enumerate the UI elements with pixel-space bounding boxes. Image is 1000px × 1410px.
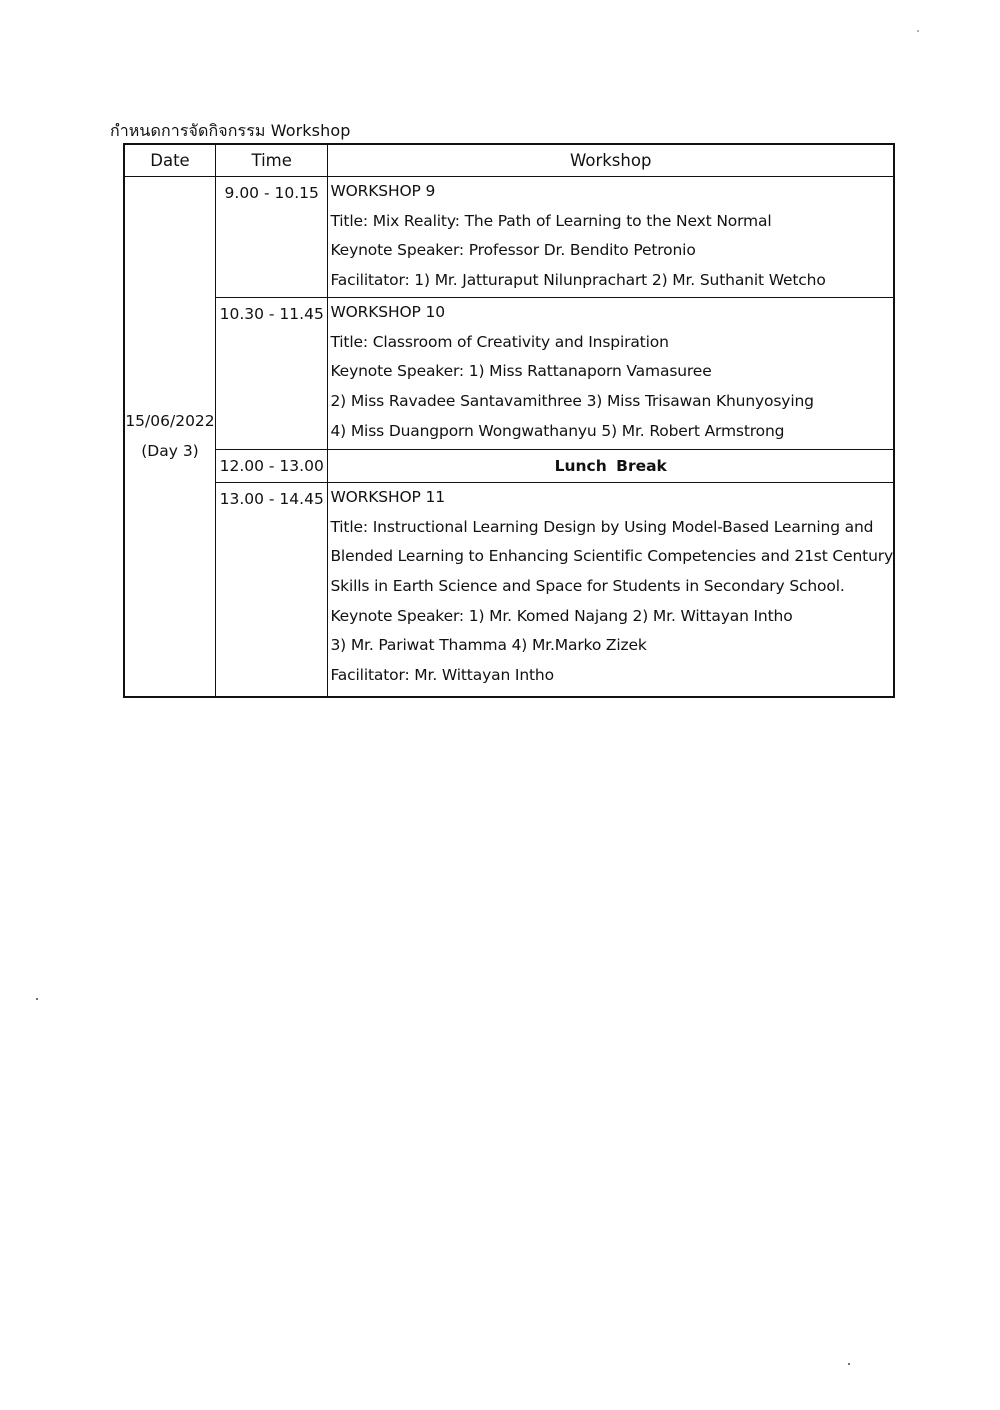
workshop-column-header: Workshop: [328, 144, 894, 177]
workshop-title: WORKSHOP 10: [330, 303, 445, 321]
table-row: [124, 450, 894, 483]
time-cell: 12.00 - 13.00: [215, 450, 327, 483]
workshop-title: WORKSHOP 9: [330, 182, 436, 200]
date-value: 15/06/2022: [125, 412, 215, 431]
lunch-break-label: Lunch Break: [328, 450, 894, 483]
workshop-line: 3) Mr. Pariwat Thamma 4) Mr.Marko Zizek: [330, 636, 647, 655]
workshop-cell: [328, 177, 894, 298]
table-header-row: [124, 144, 894, 177]
time-cell: 10.30 - 11.45: [215, 298, 327, 450]
workshop-line: Facilitator: 1) Mr. Jatturaput Nilunprachart 2) Mr. Suthanit Wetcho: [330, 271, 826, 290]
workshop-line: 2) Miss Ravadee Santavamithree 3) Miss Trisawan Khunyosying: [330, 392, 814, 411]
time-cell: 9.00 - 10.15: [215, 177, 327, 298]
day-label: (Day 3): [141, 442, 199, 461]
workshop-line: Keynote Speaker: 1) Miss Rattanaporn Vamasuree: [330, 362, 712, 381]
workshop-line: Title: Instructional Learning Design by Using Model-Based Learning and: [330, 517, 874, 536]
scan-speck: [917, 30, 919, 32]
workshop-cell: [328, 298, 894, 450]
workshop-line: Facilitator: Mr. Wittayan Intho: [330, 666, 554, 685]
workshop-line: Keynote Speaker: Professor Dr. Bendito Petronio: [330, 241, 696, 260]
scan-speck: [36, 998, 38, 1000]
date-column-header: Date: [124, 144, 215, 177]
table-row: [124, 298, 894, 450]
workshop-line: Keynote Speaker: 1) Mr. Komed Najang 2) Mr. Wittayan Intho: [330, 606, 793, 625]
workshop-line: Title: Classroom of Creativity and Inspiration: [330, 332, 669, 351]
workshop-line: Skills in Earth Science and Space for Students in Secondary School.: [330, 577, 845, 596]
table-row: [124, 177, 894, 298]
time-column-header: Time: [215, 144, 327, 177]
time-cell: 13.00 - 14.45: [215, 483, 327, 697]
workshop-cell: [328, 483, 894, 697]
page-heading: กำหนดการจัดกิจกรรม Workshop: [110, 121, 351, 140]
scan-speck: [848, 1363, 850, 1365]
workshop-line: Blended Learning to Enhancing Scientific Competencies and 21st Century: [330, 547, 893, 566]
workshop-line: 4) Miss Duangporn Wongwathanyu 5) Mr. Robert Armstrong: [330, 421, 785, 440]
date-cell: [124, 177, 215, 697]
workshop-schedule-table: [123, 143, 895, 698]
table-row: [124, 483, 894, 697]
workshop-title: WORKSHOP 11: [330, 488, 445, 506]
workshop-line: Title: Mix Reality: The Path of Learning to the Next Normal: [330, 211, 772, 230]
